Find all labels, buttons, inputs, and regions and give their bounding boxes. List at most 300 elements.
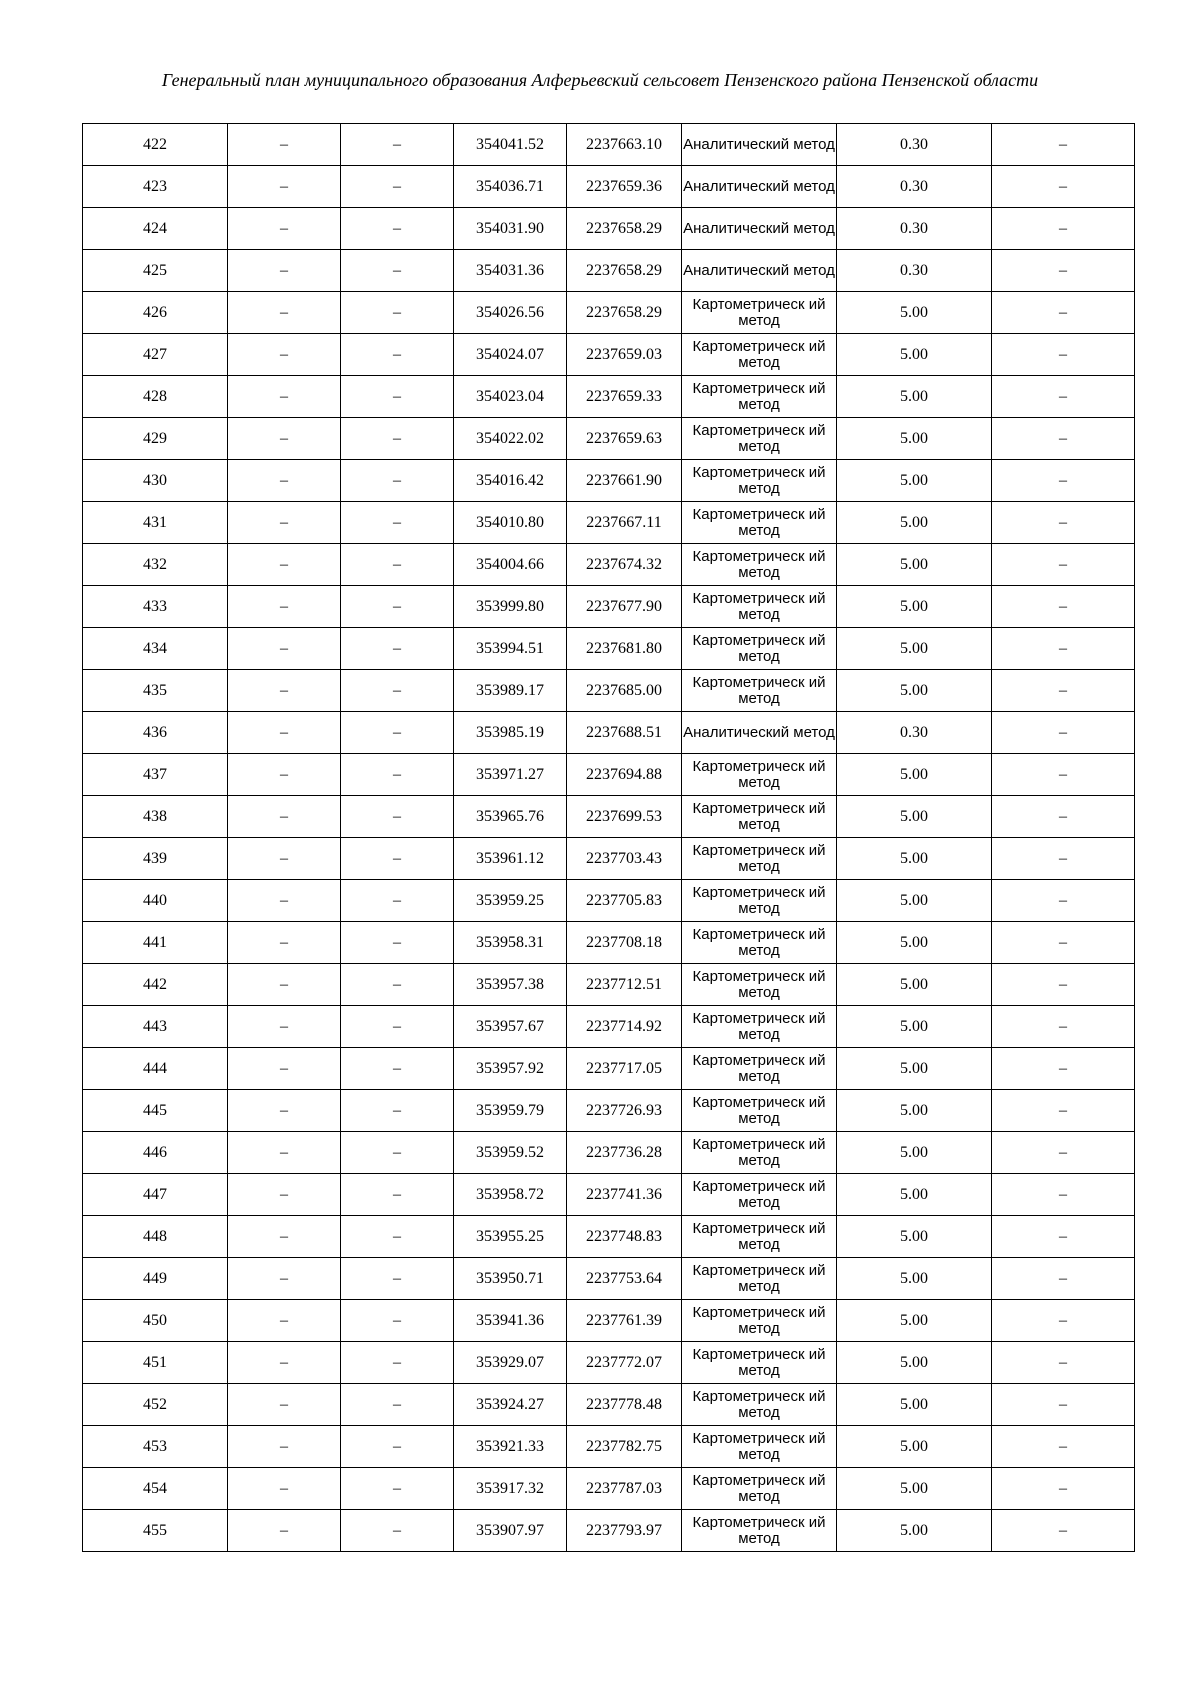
empty-y-cell: – [341,166,454,208]
accuracy-cell: 5.00 [837,1426,992,1468]
table-row [83,1048,1135,1090]
point-number-cell: 449 [83,1258,228,1300]
coord-x-cell: 353959.52 [454,1132,567,1174]
point-number-cell: 454 [83,1468,228,1510]
coord-x-cell: 354041.52 [454,124,567,166]
note-cell: – [992,796,1135,838]
empty-y-cell: – [341,250,454,292]
table-row [83,208,1135,250]
point-number-cell: 432 [83,544,228,586]
empty-x-cell: – [228,1090,341,1132]
accuracy-cell: 5.00 [837,838,992,880]
empty-y-cell: – [341,1384,454,1426]
accuracy-cell: 5.00 [837,880,992,922]
table-row [83,124,1135,166]
coord-x-cell: 353929.07 [454,1342,567,1384]
table-row [83,670,1135,712]
accuracy-cell: 5.00 [837,1174,992,1216]
accuracy-cell: 5.00 [837,1048,992,1090]
empty-y-cell: – [341,880,454,922]
table-row [83,1006,1135,1048]
coord-x-cell: 353959.25 [454,880,567,922]
coord-y-cell: 2237659.33 [567,376,682,418]
empty-y-cell: – [341,1090,454,1132]
accuracy-cell: 0.30 [837,250,992,292]
accuracy-cell: 5.00 [837,1300,992,1342]
coord-y-cell: 2237688.51 [567,712,682,754]
note-cell: – [992,460,1135,502]
method-cell: Картометрическ ий метод [682,1342,837,1384]
coord-x-cell: 353941.36 [454,1300,567,1342]
empty-y-cell: – [341,1132,454,1174]
empty-x-cell: – [228,628,341,670]
method-cell: Картометрическ ий метод [682,880,837,922]
table-row [83,418,1135,460]
empty-x-cell: – [228,166,341,208]
note-cell: – [992,1006,1135,1048]
accuracy-cell: 5.00 [837,418,992,460]
point-number-cell: 427 [83,334,228,376]
method-cell: Картометрическ ий метод [682,1300,837,1342]
empty-x-cell: – [228,460,341,502]
point-number-cell: 439 [83,838,228,880]
point-number-cell: 435 [83,670,228,712]
coord-x-cell: 353999.80 [454,586,567,628]
coord-y-cell: 2237661.90 [567,460,682,502]
accuracy-cell: 0.30 [837,166,992,208]
empty-x-cell: – [228,1216,341,1258]
accuracy-cell: 5.00 [837,1510,992,1552]
point-number-cell: 450 [83,1300,228,1342]
point-number-cell: 440 [83,880,228,922]
coord-x-cell: 354024.07 [454,334,567,376]
table-row [83,796,1135,838]
accuracy-cell: 5.00 [837,502,992,544]
empty-y-cell: – [341,1342,454,1384]
method-cell: Картометрическ ий метод [682,1510,837,1552]
point-number-cell: 443 [83,1006,228,1048]
coord-y-cell: 2237708.18 [567,922,682,964]
accuracy-cell: 5.00 [837,334,992,376]
point-number-cell: 436 [83,712,228,754]
table-row [83,1300,1135,1342]
coord-x-cell: 354010.80 [454,502,567,544]
method-cell: Картометрическ ий метод [682,1132,837,1174]
empty-x-cell: – [228,838,341,880]
point-number-cell: 442 [83,964,228,1006]
note-cell: – [992,544,1135,586]
method-cell: Картометрическ ий метод [682,838,837,880]
coord-y-cell: 2237753.64 [567,1258,682,1300]
point-number-cell: 431 [83,502,228,544]
point-number-cell: 434 [83,628,228,670]
note-cell: – [992,1132,1135,1174]
accuracy-cell: 5.00 [837,376,992,418]
coord-x-cell: 354004.66 [454,544,567,586]
coord-y-cell: 2237694.88 [567,754,682,796]
table-row [83,460,1135,502]
coord-y-cell: 2237658.29 [567,292,682,334]
empty-x-cell: – [228,880,341,922]
empty-x-cell: – [228,544,341,586]
accuracy-cell: 0.30 [837,124,992,166]
empty-y-cell: – [341,838,454,880]
note-cell: – [992,922,1135,964]
coord-x-cell: 354016.42 [454,460,567,502]
note-cell: – [992,208,1135,250]
empty-x-cell: – [228,670,341,712]
accuracy-cell: 5.00 [837,1342,992,1384]
coord-y-cell: 2237703.43 [567,838,682,880]
empty-y-cell: – [341,1426,454,1468]
empty-y-cell: – [341,1006,454,1048]
empty-y-cell: – [341,670,454,712]
table-row [83,1384,1135,1426]
method-cell: Картометрическ ий метод [682,1216,837,1258]
table-row [83,1342,1135,1384]
method-cell: Картометрическ ий метод [682,670,837,712]
empty-y-cell: – [341,418,454,460]
coord-y-cell: 2237748.83 [567,1216,682,1258]
coord-x-cell: 353957.92 [454,1048,567,1090]
coord-y-cell: 2237699.53 [567,796,682,838]
note-cell: – [992,1510,1135,1552]
empty-y-cell: – [341,586,454,628]
empty-x-cell: – [228,964,341,1006]
note-cell: – [992,1468,1135,1510]
table-row [83,1090,1135,1132]
method-cell: Картометрическ ий метод [682,628,837,670]
coord-y-cell: 2237659.63 [567,418,682,460]
coord-x-cell: 353955.25 [454,1216,567,1258]
empty-x-cell: – [228,796,341,838]
empty-x-cell: – [228,1342,341,1384]
point-number-cell: 438 [83,796,228,838]
table-row [83,1426,1135,1468]
empty-y-cell: – [341,1174,454,1216]
table-row [83,502,1135,544]
table-row [83,292,1135,334]
coord-x-cell: 354031.36 [454,250,567,292]
method-cell: Картометрическ ий метод [682,796,837,838]
note-cell: – [992,964,1135,1006]
method-cell: Картометрическ ий метод [682,964,837,1006]
empty-x-cell: – [228,292,341,334]
empty-x-cell: – [228,1468,341,1510]
method-cell: Картометрическ ий метод [682,544,837,586]
method-cell: Картометрическ ий метод [682,376,837,418]
note-cell: – [992,628,1135,670]
coord-x-cell: 353957.38 [454,964,567,1006]
method-cell: Картометрическ ий метод [682,1090,837,1132]
note-cell: – [992,1300,1135,1342]
point-number-cell: 455 [83,1510,228,1552]
point-number-cell: 451 [83,1342,228,1384]
note-cell: – [992,586,1135,628]
accuracy-cell: 5.00 [837,796,992,838]
accuracy-cell: 5.00 [837,670,992,712]
coord-y-cell: 2237712.51 [567,964,682,1006]
table-row [83,334,1135,376]
empty-y-cell: – [341,796,454,838]
empty-x-cell: – [228,922,341,964]
accuracy-cell: 5.00 [837,964,992,1006]
point-number-cell: 426 [83,292,228,334]
accuracy-cell: 5.00 [837,292,992,334]
point-number-cell: 428 [83,376,228,418]
method-cell: Аналитический метод [682,166,837,208]
empty-x-cell: – [228,334,341,376]
coord-y-cell: 2237659.03 [567,334,682,376]
table-row [83,1510,1135,1552]
point-number-cell: 433 [83,586,228,628]
method-cell: Картометрическ ий метод [682,1048,837,1090]
empty-y-cell: – [341,1300,454,1342]
note-cell: – [992,1384,1135,1426]
empty-x-cell: – [228,208,341,250]
method-cell: Картометрическ ий метод [682,754,837,796]
coord-x-cell: 354031.90 [454,208,567,250]
coord-y-cell: 2237685.00 [567,670,682,712]
empty-y-cell: – [341,1510,454,1552]
table-row [83,1132,1135,1174]
table-row [83,586,1135,628]
empty-y-cell: – [341,1468,454,1510]
coord-y-cell: 2237761.39 [567,1300,682,1342]
accuracy-cell: 0.30 [837,712,992,754]
coord-x-cell: 353924.27 [454,1384,567,1426]
method-cell: Картометрическ ий метод [682,1468,837,1510]
accuracy-cell: 5.00 [837,1006,992,1048]
coord-x-cell: 354036.71 [454,166,567,208]
empty-x-cell: – [228,418,341,460]
coordinates-table-body [83,124,1135,1552]
empty-x-cell: – [228,1510,341,1552]
empty-y-cell: – [341,754,454,796]
accuracy-cell: 5.00 [837,922,992,964]
accuracy-cell: 5.00 [837,586,992,628]
method-cell: Картометрическ ий метод [682,1426,837,1468]
coord-x-cell: 354026.56 [454,292,567,334]
page-header: Генеральный план муниципального образования Алферьевский сельсовет Пензенского района Пензенской области [161,70,1039,90]
coord-x-cell: 354022.02 [454,418,567,460]
note-cell: – [992,670,1135,712]
table-row [83,922,1135,964]
note-cell: – [992,166,1135,208]
note-cell: – [992,1258,1135,1300]
coord-x-cell: 353965.76 [454,796,567,838]
empty-y-cell: – [341,208,454,250]
point-number-cell: 430 [83,460,228,502]
empty-y-cell: – [341,1258,454,1300]
coord-y-cell: 2237663.10 [567,124,682,166]
coord-y-cell: 2237667.11 [567,502,682,544]
empty-x-cell: – [228,1426,341,1468]
note-cell: – [992,1174,1135,1216]
coord-x-cell: 353994.51 [454,628,567,670]
coord-x-cell: 353907.97 [454,1510,567,1552]
accuracy-cell: 5.00 [837,754,992,796]
coord-y-cell: 2237714.92 [567,1006,682,1048]
method-cell: Картометрическ ий метод [682,460,837,502]
empty-x-cell: – [228,586,341,628]
empty-x-cell: – [228,1384,341,1426]
table-row [83,544,1135,586]
coord-y-cell: 2237658.29 [567,208,682,250]
table-row [83,1258,1135,1300]
coord-x-cell: 353971.27 [454,754,567,796]
coordinates-table [82,123,1135,1552]
method-cell: Картометрическ ий метод [682,502,837,544]
method-cell: Картометрическ ий метод [682,1258,837,1300]
point-number-cell: 423 [83,166,228,208]
point-number-cell: 452 [83,1384,228,1426]
accuracy-cell: 5.00 [837,460,992,502]
coord-y-cell: 2237736.28 [567,1132,682,1174]
empty-y-cell: – [341,1216,454,1258]
note-cell: – [992,376,1135,418]
coord-x-cell: 354023.04 [454,376,567,418]
method-cell: Картометрическ ий метод [682,922,837,964]
empty-y-cell: – [341,1048,454,1090]
method-cell: Аналитический метод [682,208,837,250]
point-number-cell: 446 [83,1132,228,1174]
accuracy-cell: 5.00 [837,1258,992,1300]
coord-y-cell: 2237717.05 [567,1048,682,1090]
table-row [83,376,1135,418]
empty-x-cell: – [228,1132,341,1174]
accuracy-cell: 5.00 [837,1384,992,1426]
empty-x-cell: – [228,712,341,754]
accuracy-cell: 5.00 [837,628,992,670]
empty-y-cell: – [341,628,454,670]
table-row [83,712,1135,754]
empty-x-cell: – [228,124,341,166]
coord-x-cell: 353989.17 [454,670,567,712]
point-number-cell: 441 [83,922,228,964]
method-cell: Картометрическ ий метод [682,418,837,460]
empty-y-cell: – [341,124,454,166]
note-cell: – [992,1216,1135,1258]
empty-x-cell: – [228,754,341,796]
coord-y-cell: 2237782.75 [567,1426,682,1468]
empty-x-cell: – [228,1048,341,1090]
empty-y-cell: – [341,334,454,376]
method-cell: Аналитический метод [682,712,837,754]
table-row [83,754,1135,796]
table-row [83,250,1135,292]
method-cell: Картометрическ ий метод [682,292,837,334]
method-cell: Картометрическ ий метод [682,586,837,628]
coord-x-cell: 353957.67 [454,1006,567,1048]
point-number-cell: 424 [83,208,228,250]
coord-y-cell: 2237787.03 [567,1468,682,1510]
coord-y-cell: 2237659.36 [567,166,682,208]
coord-y-cell: 2237793.97 [567,1510,682,1552]
empty-y-cell: – [341,292,454,334]
coord-x-cell: 353959.79 [454,1090,567,1132]
note-cell: – [992,838,1135,880]
coord-x-cell: 353961.12 [454,838,567,880]
method-cell: Аналитический метод [682,124,837,166]
empty-y-cell: – [341,544,454,586]
empty-x-cell: – [228,1258,341,1300]
note-cell: – [992,1090,1135,1132]
point-number-cell: 437 [83,754,228,796]
empty-y-cell: – [341,712,454,754]
point-number-cell: 444 [83,1048,228,1090]
note-cell: – [992,250,1135,292]
coord-x-cell: 353921.33 [454,1426,567,1468]
empty-x-cell: – [228,1174,341,1216]
empty-x-cell: – [228,250,341,292]
accuracy-cell: 5.00 [837,1468,992,1510]
accuracy-cell: 5.00 [837,544,992,586]
coord-x-cell: 353985.19 [454,712,567,754]
table-row [83,838,1135,880]
empty-y-cell: – [341,502,454,544]
note-cell: – [992,292,1135,334]
coord-y-cell: 2237674.32 [567,544,682,586]
note-cell: – [992,1048,1135,1090]
method-cell: Картометрическ ий метод [682,334,837,376]
point-number-cell: 447 [83,1174,228,1216]
coord-y-cell: 2237778.48 [567,1384,682,1426]
accuracy-cell: 5.00 [837,1216,992,1258]
empty-x-cell: – [228,1300,341,1342]
table-row [83,166,1135,208]
empty-y-cell: – [341,376,454,418]
point-number-cell: 453 [83,1426,228,1468]
coord-x-cell: 353917.32 [454,1468,567,1510]
table-row [83,628,1135,670]
note-cell: – [992,418,1135,460]
table-row [83,1468,1135,1510]
accuracy-cell: 0.30 [837,208,992,250]
note-cell: – [992,334,1135,376]
empty-x-cell: – [228,1006,341,1048]
table-row [83,1174,1135,1216]
empty-y-cell: – [341,922,454,964]
coord-y-cell: 2237658.29 [567,250,682,292]
note-cell: – [992,1426,1135,1468]
point-number-cell: 425 [83,250,228,292]
coord-y-cell: 2237726.93 [567,1090,682,1132]
method-cell: Картометрическ ий метод [682,1006,837,1048]
coord-x-cell: 353958.31 [454,922,567,964]
note-cell: – [992,1342,1135,1384]
note-cell: – [992,754,1135,796]
method-cell: Аналитический метод [682,250,837,292]
coord-x-cell: 353958.72 [454,1174,567,1216]
table-row [83,964,1135,1006]
coord-y-cell: 2237772.07 [567,1342,682,1384]
coord-y-cell: 2237705.83 [567,880,682,922]
empty-y-cell: – [341,964,454,1006]
empty-x-cell: – [228,376,341,418]
coord-y-cell: 2237681.80 [567,628,682,670]
coord-y-cell: 2237677.90 [567,586,682,628]
accuracy-cell: 5.00 [837,1132,992,1174]
point-number-cell: 448 [83,1216,228,1258]
note-cell: – [992,502,1135,544]
table-row [83,1216,1135,1258]
point-number-cell: 422 [83,124,228,166]
note-cell: – [992,880,1135,922]
point-number-cell: 429 [83,418,228,460]
coord-y-cell: 2237741.36 [567,1174,682,1216]
empty-y-cell: – [341,460,454,502]
